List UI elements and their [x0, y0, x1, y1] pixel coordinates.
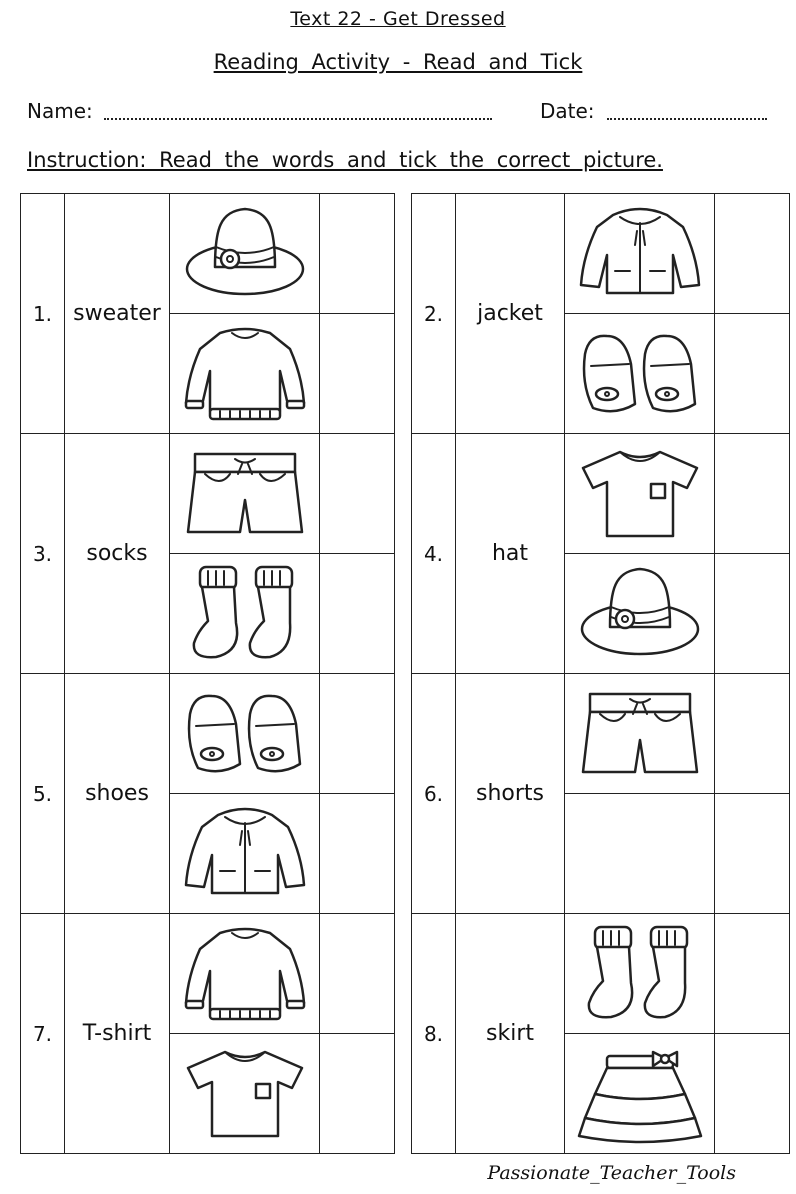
footer-credit: Passionate_Teacher_Tools [487, 1162, 736, 1184]
right-question-table [411, 193, 790, 1154]
tick-box[interactable] [320, 554, 395, 674]
worksheet-subtitle: Reading Activity - Read and Tick [213, 50, 583, 74]
date-field[interactable] [607, 118, 767, 120]
shorts-icon [180, 444, 310, 544]
jacket-icon [180, 801, 310, 906]
question-number: 3. [21, 434, 65, 674]
table-row [412, 194, 790, 314]
tick-box[interactable] [715, 194, 790, 314]
shoes-icon [180, 684, 310, 784]
skirt-picture [565, 794, 715, 914]
sweater-picture [170, 314, 320, 434]
frilly-skirt-icon [575, 1044, 705, 1144]
shoes-picture [565, 314, 715, 434]
tick-box[interactable] [715, 674, 790, 794]
shorts-picture [170, 434, 320, 554]
t-shirt-picture [170, 1034, 320, 1154]
tick-box[interactable] [320, 314, 395, 434]
tick-box[interactable] [715, 1034, 790, 1154]
socks-icon [180, 561, 310, 666]
left-question-table [20, 193, 395, 1154]
hat-icon [575, 559, 705, 669]
tick-box[interactable] [715, 914, 790, 1034]
question-number: 4. [412, 434, 456, 674]
tick-box[interactable] [715, 794, 790, 914]
question-number: 2. [412, 194, 456, 434]
table-row [21, 194, 395, 314]
name-field[interactable] [104, 118, 492, 120]
question-number: 1. [21, 194, 65, 434]
question-number: 6. [412, 674, 456, 914]
hat-picture [170, 194, 320, 314]
tick-box[interactable] [320, 1034, 395, 1154]
question-number: 8. [412, 914, 456, 1154]
t-shirt-picture [565, 434, 715, 554]
socks-icon [575, 921, 705, 1026]
table-row [21, 674, 395, 794]
table-row [412, 434, 790, 554]
question-word: hat [456, 434, 565, 674]
table-row [412, 674, 790, 794]
table-row [21, 914, 395, 1034]
tick-box[interactable] [320, 434, 395, 554]
question-word: shoes [65, 674, 170, 914]
shorts-picture [565, 674, 715, 794]
question-word: shorts [456, 674, 565, 914]
date-label: Date: [540, 99, 595, 123]
socks-picture [170, 554, 320, 674]
t-shirt-icon [180, 1044, 310, 1144]
shorts-icon [575, 684, 705, 784]
table-row [412, 914, 790, 1034]
shoes-icon [575, 324, 705, 424]
worksheet-title: Text 22 - Get Dressed [290, 8, 506, 30]
frilly-skirt-picture [565, 1034, 715, 1154]
question-word: skirt [456, 914, 565, 1154]
hat-icon [180, 199, 310, 309]
tick-box[interactable] [715, 434, 790, 554]
question-number: 7. [21, 914, 65, 1154]
t-shirt-icon [575, 444, 705, 544]
question-word: T-shirt [65, 914, 170, 1154]
table-row [21, 434, 395, 554]
instruction-text: Instruction: Read the words and tick the correct picture. [27, 148, 663, 172]
tick-box[interactable] [320, 194, 395, 314]
sweater-picture [170, 914, 320, 1034]
name-label: Name: [27, 99, 93, 123]
sweater-icon [180, 321, 310, 426]
question-word: socks [65, 434, 170, 674]
socks-picture [565, 914, 715, 1034]
jacket-picture [565, 194, 715, 314]
shoes-picture [170, 674, 320, 794]
hat-picture [565, 554, 715, 674]
tick-box[interactable] [715, 554, 790, 674]
tick-box[interactable] [320, 674, 395, 794]
question-word: jacket [456, 194, 565, 434]
question-number: 5. [21, 674, 65, 914]
sweater-icon [180, 921, 310, 1026]
tick-box[interactable] [320, 914, 395, 1034]
tick-box[interactable] [320, 794, 395, 914]
jacket-icon [575, 201, 705, 306]
tick-box[interactable] [715, 314, 790, 434]
question-word: sweater [65, 194, 170, 434]
jacket-picture [170, 794, 320, 914]
